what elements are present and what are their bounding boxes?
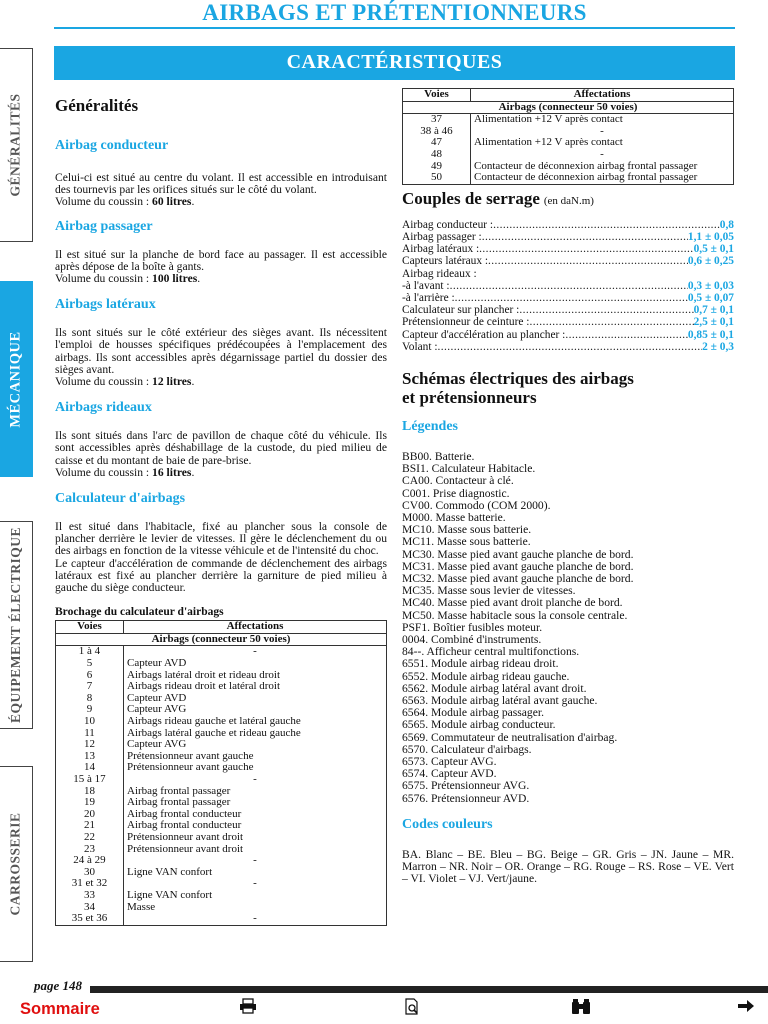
table-subheader: Airbags (connecteur 50 voies): [56, 633, 387, 646]
printer-icon[interactable]: [238, 998, 258, 1018]
affectation-cell: Contacteur de déconnexion airbag frontal passager: [471, 172, 734, 184]
affectation-cell: -: [471, 149, 734, 161]
tab-generalites-label: GÉNÉRALITÉS: [8, 93, 24, 197]
couples-list: [402, 219, 734, 353]
sommaire-link[interactable]: Sommaire: [20, 1000, 100, 1018]
couple-row: [402, 316, 734, 328]
affectation-cell: Airbag frontal passager: [124, 786, 387, 798]
couple-label: Airbag rideaux :: [402, 267, 477, 280]
affectation-cell: Airbag frontal conducteur: [124, 809, 387, 821]
couple-row: [402, 292, 734, 304]
voie-cell: 18: [56, 786, 124, 798]
legende-item: 6570. Calculateur d'airbags.: [402, 742, 532, 756]
legende-item: M000. Masse batterie.: [402, 511, 506, 524]
voie-cell: 1 à 4: [56, 646, 124, 658]
col-voies-right: Voies: [403, 89, 471, 102]
legende-item: C001. Prise diagnostic.: [402, 486, 510, 500]
voie-cell: 14: [56, 762, 124, 774]
couple-label: Calculateur sur plancher :: [402, 304, 520, 317]
legende-item: 6576. Prétensionneur AVD.: [402, 791, 530, 805]
legendes-title: Légendes: [402, 418, 458, 434]
voie-cell: 13: [56, 751, 124, 763]
schemas-heading: Schémas électriques des airbags et prétensionneurs: [402, 368, 634, 407]
voie-cell: 23: [56, 844, 124, 856]
table-row: [403, 137, 734, 149]
couple-value: 0,3 ± 0,03: [687, 279, 734, 292]
right-column: [402, 88, 734, 885]
voie-cell: 5: [56, 658, 124, 670]
binoculars-icon[interactable]: [570, 998, 590, 1018]
airbags-lateraux-title: Airbags latéraux: [55, 297, 156, 313]
couple-label: Prétensionneur de ceinture :: [402, 316, 530, 329]
affectation-cell: Airbags rideau droit et latéral droit: [124, 681, 387, 693]
table-row: [56, 681, 387, 693]
voie-cell: 30: [56, 867, 124, 879]
couple-row: [402, 329, 734, 341]
legende-item: MC10. Masse sous batterie.: [402, 523, 532, 537]
couple-label: Capteurs latéraux :: [402, 255, 489, 268]
couple-label: Capteur d'accélération au plancher :: [402, 328, 566, 341]
legende-item: 6573. Capteur AVG.: [402, 755, 497, 769]
voie-cell: 15 à 17: [56, 774, 124, 786]
table-row: [56, 913, 387, 925]
affectation-cell: -: [124, 855, 387, 867]
couple-row: [402, 255, 734, 267]
table-row: [56, 716, 387, 728]
couple-value: 0,7 ± 0,1: [693, 304, 734, 317]
couple-leader-dots: [482, 231, 688, 243]
voie-cell: 47: [403, 137, 471, 149]
affectation-cell: Capteur AVD: [124, 693, 387, 705]
codes-couleurs-text: BA. Blanc – BE. Bleu – BG. Beige – GR. Gris – JN. Jaune – MR. Marron – NR. Noir – OR. Orange – RG. Rouge – RS. Rose – VE. Vert – VI. Violet – VJ. Vert/jaune.: [402, 847, 734, 886]
tab-equipement-electrique[interactable]: [0, 521, 33, 729]
affectation-cell: Masse: [124, 902, 387, 914]
affectation-cell: -: [124, 646, 387, 658]
legende-item: 0004. Combiné d'instruments.: [402, 633, 542, 647]
legende-item: MC11. Masse sous batterie.: [402, 535, 531, 549]
legende-item: 6562. Module airbag latéral avant droit.: [402, 681, 587, 695]
legende-item: MC50. Masse habitacle sous la console centrale.: [402, 608, 628, 622]
voie-cell: 10: [56, 716, 124, 728]
legende-item: 6564. Module airbag passager.: [402, 706, 544, 720]
affectation-cell: -: [124, 913, 387, 925]
airbags-lateraux-text: Ils sont situés sur le côté extérieur des sièges avant. Ils nécessitent l'emploi de housses spécifiques prédécoupées à l'emplacement des airbags. Ils sont accessibles après dégarnissage partiel du dossier des sièges avant. Volume du coussin : 12 litres.: [55, 326, 387, 389]
voie-cell: 9: [56, 704, 124, 716]
legende-item: 6574. Capteur AVD.: [402, 767, 497, 781]
couple-label: Airbag passager :: [402, 230, 482, 243]
legendes-list: [402, 451, 734, 805]
voie-cell: 11: [56, 728, 124, 740]
affectation-cell: Alimentation +12 V après contact: [471, 137, 734, 149]
affectation-cell: Capteur AVG: [124, 739, 387, 751]
affectation-cell: Airbag frontal conducteur: [124, 820, 387, 832]
legende-item: 6575. Prétensionneur AVG.: [402, 779, 530, 793]
couple-leader-dots: [493, 219, 720, 231]
couples-heading: Couples de serrage (en daN.m): [402, 188, 594, 208]
voie-cell: 19: [56, 797, 124, 809]
affectation-cell: Ligne VAN confort: [124, 867, 387, 879]
legende-item: CA00. Contacteur à clé.: [402, 474, 514, 488]
couple-label: -à l'avant :: [402, 279, 450, 292]
affectation-cell: Airbags rideau gauche et latéral gauche: [124, 716, 387, 728]
tab-carrosserie-label: CARROSSERIE: [8, 812, 23, 916]
affectation-cell: Prétensionneur avant droit: [124, 844, 387, 856]
legende-item: BSI1. Calculateur Habitacle.: [402, 462, 536, 476]
voie-cell: 6: [56, 670, 124, 682]
couple-label: -à l'arrière :: [402, 291, 455, 304]
voie-cell: 24 à 29: [56, 855, 124, 867]
voie-cell: 34: [56, 902, 124, 914]
couple-row: [402, 280, 734, 292]
voie-cell: 31 et 32: [56, 878, 124, 890]
couple-label: Airbag latéraux :: [402, 243, 480, 256]
generalites-heading: Généralités: [55, 96, 139, 115]
legende-item: BB00. Batterie.: [402, 449, 475, 463]
couple-value: 0,6 ± 0,25: [687, 255, 734, 268]
voie-cell: 49: [403, 161, 471, 173]
couple-value: 0,85 ± 0,1: [687, 328, 734, 341]
tab-carrosserie[interactable]: [0, 766, 33, 962]
tab-equipement-label: ÉQUIPEMENT ÉLECTRIQUE: [8, 527, 24, 723]
col-affectations: Affectations: [124, 621, 387, 634]
legende-item: 6552. Module airbag rideau gauche.: [402, 669, 570, 683]
voie-cell: 38 à 46: [403, 126, 471, 138]
airbag-conducteur-text: Celui-ci est situé au centre du volant. Il est accessible en introduisant des tournevis par les orifices situés sur le côté du volant. Volume du coussin : 60 litres.: [55, 171, 387, 209]
voie-cell: 48: [403, 149, 471, 161]
voie-cell: 22: [56, 832, 124, 844]
table-row: [56, 728, 387, 740]
table-row: [56, 774, 387, 786]
table-row: [56, 832, 387, 844]
codes-couleurs-title: Codes couleurs: [402, 816, 493, 832]
couple-row: [402, 231, 734, 243]
couple-row: [402, 243, 734, 255]
airbags-rideaux-text: Ils sont situés dans l'arc de pavillon de chaque côté du véhicule. Ils sont accessibles après déshabillage de la custode, du pied milieu de caisse et du montant de baie de pare-brise. Volume du coussin : 16 litres.: [55, 429, 387, 479]
col-affectations-right: Affectations: [471, 89, 734, 102]
voie-cell: 7: [56, 681, 124, 693]
affectation-cell: -: [124, 878, 387, 890]
affectation-cell: Ligne VAN confort: [124, 890, 387, 902]
affectation-cell: Capteur AVG: [124, 704, 387, 716]
affectation-cell: -: [124, 774, 387, 786]
legende-item: MC32. Masse pied avant gauche planche de bord.: [402, 572, 634, 586]
legende-item: 84--. Afficheur central multifonctions.: [402, 645, 580, 659]
affectation-cell: Airbag frontal passager: [124, 797, 387, 809]
couple-leader-dots: [565, 329, 688, 341]
couple-row: [402, 219, 734, 231]
calculateur-text: Il est situé dans l'habitacle, fixé au plancher sous la console de plancher derrière le levier de vitesses. Il gère le déclenchement du ou des airbags en fonction de la vitesse véhicule et de l'intensité du choc. Le capteur d'accélération de commande de déclenchement des airbags latéraux est fixé au plancher derrière la garniture de pied milieu à gauche du siège conducteur.: [55, 520, 387, 595]
legende-item: 6569. Commutateur de neutralisation d'airbag.: [402, 730, 618, 744]
title-rule: [54, 27, 735, 29]
page-number: page 148: [0, 978, 90, 996]
table-row: [56, 693, 387, 705]
section-banner: CARACTÉRISTIQUES: [54, 46, 735, 80]
voie-cell: 20: [56, 809, 124, 821]
legende-item: 6565. Module airbag conducteur.: [402, 718, 556, 732]
table-row: [56, 878, 387, 890]
couple-leader-dots: [519, 304, 693, 316]
voie-cell: 50: [403, 172, 471, 184]
affectation-cell: Contacteur de déconnexion airbag frontal passager: [471, 161, 734, 173]
legende-item: 6551. Module airbag rideau droit.: [402, 657, 559, 671]
affectation-cell: Alimentation +12 V après contact: [471, 114, 734, 126]
tab-mecanique[interactable]: [0, 281, 33, 477]
brochage-title: Brochage du calculateur d'airbags: [55, 606, 224, 619]
table-row: [403, 149, 734, 161]
couple-label: Airbag conducteur :: [402, 218, 494, 231]
legende-item: MC30. Masse pied avant gauche planche de bord.: [402, 547, 634, 561]
couple-value: 0,8: [719, 218, 734, 231]
left-column: [55, 96, 387, 926]
brochage-table-left: [55, 620, 387, 925]
affectation-cell: Prétensionneur avant gauche: [124, 762, 387, 774]
couple-value: 2 ± 0,3: [702, 340, 734, 353]
couple-value: 0,5 ± 0,07: [687, 291, 734, 304]
voie-cell: 21: [56, 820, 124, 832]
calculateur-title: Calculateur d'airbags: [55, 491, 186, 507]
table-row: [56, 855, 387, 867]
legende-item: 6563. Module airbag latéral avant gauche.: [402, 694, 598, 708]
couple-value: 1,1 ± 0,05: [687, 230, 734, 243]
voie-cell: 12: [56, 739, 124, 751]
brochage-table-right: [402, 88, 734, 185]
couple-leader-dots: [479, 243, 693, 255]
document-search-icon[interactable]: [402, 998, 422, 1018]
voie-cell: 35 et 36: [56, 913, 124, 925]
legende-item: PSF1. Boîtier fusibles moteur.: [402, 620, 543, 634]
airbag-passager-title: Airbag passager: [55, 218, 153, 234]
couple-value: 0,5 ± 0,1: [693, 243, 734, 256]
legende-item: MC31. Masse pied avant gauche planche de bord.: [402, 559, 634, 573]
couple-leader-dots: [529, 316, 693, 328]
affectation-cell: -: [471, 126, 734, 138]
tab-generalites[interactable]: [0, 48, 33, 242]
voie-cell: 33: [56, 890, 124, 902]
voie-cell: 37: [403, 114, 471, 126]
table-subheader-right: Airbags (connecteur 50 voies): [403, 101, 734, 114]
couple-leader-dots: [450, 280, 688, 292]
couple-label: Volant :: [402, 340, 438, 353]
couple-value: 2,5 ± 0,1: [693, 316, 734, 329]
tab-mecanique-label: MÉCANIQUE: [7, 330, 24, 428]
couple-leader-dots: [488, 255, 688, 267]
affectation-cell: Capteur AVD: [124, 658, 387, 670]
couple-row: [402, 304, 734, 316]
footer-rule: [0, 986, 768, 993]
table-row: [56, 658, 387, 670]
col-voies: Voies: [56, 621, 124, 634]
table-row: [403, 172, 734, 184]
affectation-cell: Prétensionneur avant droit: [124, 832, 387, 844]
couple-leader-dots: [438, 341, 703, 353]
airbag-passager-text: Il est situé sur la planche de bord face au passager. Il est accessible après dépose de la boîte à gants. Volume du coussin : 100 litres.: [55, 247, 387, 286]
arrow-right-icon[interactable]: [736, 998, 756, 1018]
couple-leader-dots: [455, 292, 688, 304]
affectation-cell: Airbags latéral gauche et rideau gauche: [124, 728, 387, 740]
airbag-conducteur-title: Airbag conducteur: [55, 138, 169, 153]
couple-row: [402, 341, 734, 353]
airbags-rideaux-title: Airbags rideaux: [55, 400, 152, 416]
couple-row: [402, 268, 734, 280]
legende-item: MC35. Masse sous levier de vitesses.: [402, 584, 576, 598]
table-row: [56, 646, 387, 658]
affectation-cell: Prétensionneur avant gauche: [124, 751, 387, 763]
affectation-cell: Airbags latéral droit et rideau droit: [124, 670, 387, 682]
table-row: [56, 890, 387, 902]
legende-item: CV00. Commodo (COM 2000).: [402, 498, 551, 512]
voie-cell: 8: [56, 693, 124, 705]
table-row: [403, 114, 734, 126]
page-title: AIRBAGS ET PRÉTENTIONNEURS: [202, 0, 587, 25]
legende-item: MC40. Masse pied avant droit planche de bord.: [402, 596, 623, 610]
